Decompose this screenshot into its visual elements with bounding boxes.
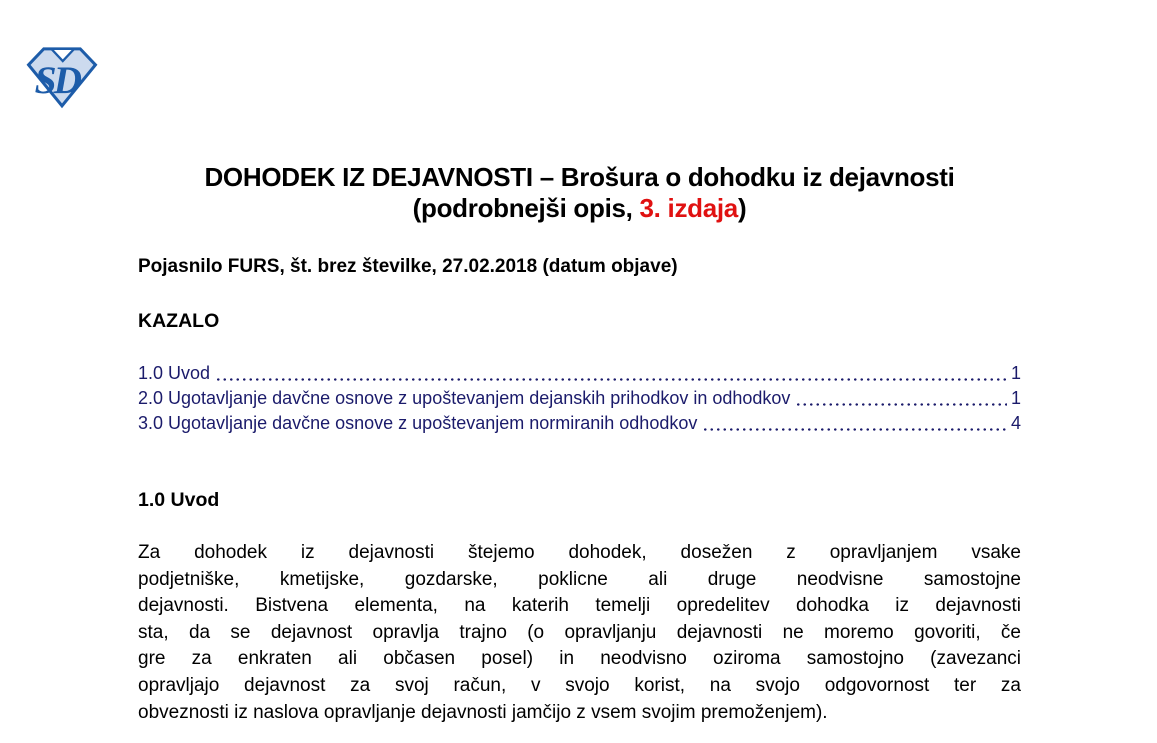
dot-leader <box>702 427 1007 432</box>
toc-entry-label: 1.0 Uvod <box>138 363 211 383</box>
toc-entry[interactable] <box>138 361 1021 386</box>
document-title <box>138 162 1021 224</box>
title-line1: DOHODEK IZ DEJAVNOSTI – Brošura o dohodku iz dejavnosti <box>204 162 955 192</box>
paragraph-line: dejavnosti. Bistvena elementa, na katerih temelji opredelitev dohodka iz dejavnosti <box>138 595 1021 617</box>
logo-letters: SD <box>34 57 80 102</box>
title-line2-suffix: ) <box>737 193 747 223</box>
title-line2 <box>413 193 747 223</box>
toc-entry-label: 3.0 Ugotavljanje davčne osnove z upoštevanjem normiranih odhodkov <box>138 413 698 433</box>
body-paragraph <box>138 540 1021 726</box>
toc-list <box>138 361 1021 436</box>
toc-entry-page: 1 <box>1010 388 1021 408</box>
paragraph-line: obveznosti iz naslova opravljanje dejavnosti jamčijo z vsem svojim premoženjem). <box>138 701 828 723</box>
toc-entry-page: 4 <box>1010 413 1021 433</box>
toc-entry[interactable] <box>138 386 1021 411</box>
toc-entry[interactable] <box>138 411 1021 436</box>
document-content <box>138 0 1021 726</box>
dot-leader <box>795 402 1007 407</box>
paragraph-line: gre za enkraten ali občasen posel) in neodvisno oziroma samostojno (zavezanci <box>138 648 1021 670</box>
section-heading: 1.0 Uvod <box>138 489 220 511</box>
title-line2-prefix: (podrobnejši opis, <box>412 193 640 223</box>
toc-heading: KAZALO <box>138 310 220 332</box>
paragraph-line: sta, da se dejavnost opravlja trajno (o opravljanju dejavnosti ne moremo govoriti, če <box>138 621 1021 643</box>
paragraph-line: podjetniške, kmetijske, gozdarske, poklicne ali druge neodvisne samostojne <box>138 568 1021 590</box>
paragraph-line: opravljajo dejavnost za svoj račun, v svojo korist, na svojo odgovornost ter za <box>138 674 1021 696</box>
sd-logo-icon <box>24 45 100 109</box>
paragraph-line: Za dohodek iz dejavnosti štejemo dohodek, dosežen z opravljanjem vsake <box>138 542 1021 563</box>
meta-line: Pojasnilo FURS, št. brez številke, 27.02.2018 (datum objave) <box>138 256 678 277</box>
edition-highlight: 3. izdaja <box>639 193 738 223</box>
toc-entry-label: 2.0 Ugotavljanje davčne osnove z upoštevanjem dejanskih prihodkov in odhodkov <box>138 388 791 408</box>
toc-entry-page: 1 <box>1010 363 1021 383</box>
sd-logo <box>24 45 100 109</box>
dot-leader <box>215 377 1007 382</box>
